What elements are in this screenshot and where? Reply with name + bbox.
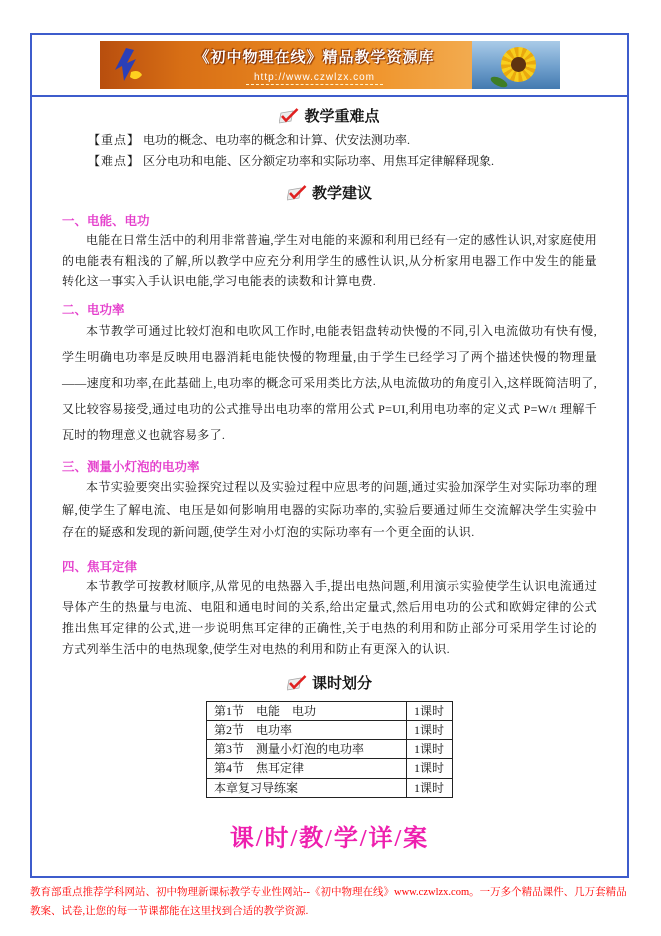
subsection-title-2: 二、电功率 bbox=[62, 303, 125, 318]
schedule-lesson-hours: 1课时 bbox=[407, 778, 453, 797]
section-heading-text: 教学建议 bbox=[311, 186, 372, 203]
banner-text-area bbox=[158, 46, 472, 85]
site-banner bbox=[100, 41, 560, 89]
table-row bbox=[207, 701, 453, 720]
suggestion-paragraph-1: 电能在日常生活中的利用非常普遍,学生对电能的来源和利用已经有一定的感性认识,对家庭使用的电能表有粗浅的了解,所以教学中应充分利用学生的感性认识,从分析家用电器工作中发生的能量转化这一事实入手认识电能,学习电能表的读数和计算电费. bbox=[62, 233, 597, 288]
check-mark-icon bbox=[287, 185, 307, 206]
key-point-text: 区分电功和电能、区分额定功率和实际功率、用焦耳定律解释现象. bbox=[143, 153, 495, 168]
sunflower-icon bbox=[501, 47, 536, 82]
schedule-lesson-name: 第2节 电功率 bbox=[207, 721, 407, 740]
banner-title: 《初中物理在线》精品教学资源库 bbox=[194, 48, 435, 66]
site-url-link[interactable]: http://www.czwlzx.com bbox=[246, 72, 383, 85]
document-content bbox=[32, 97, 627, 878]
key-point-line bbox=[62, 152, 597, 171]
schedule-lesson-name: 第1节 电能 电功 bbox=[207, 701, 407, 720]
section-heading-key-points bbox=[62, 105, 597, 129]
subsection-title-1: 一、电能、电功 bbox=[62, 214, 150, 229]
detail-plan-title: 课/时/教/学/详/案 bbox=[229, 825, 430, 852]
check-mark-icon bbox=[287, 675, 307, 696]
key-point-label: 【难点】 bbox=[88, 153, 141, 168]
key-point-text: 电功的概念、电功率的概念和计算、伏安法测功率. bbox=[143, 133, 411, 147]
footer-note: 教育部重点推荐学科网站、初中物理新课标教学专业性网站--《初中物理在线》www.czwlzx.com。一万多个精品课件、几万套精品教案、试卷,让您的每一节课都能在这里找到合适的教学资源. bbox=[30, 887, 627, 917]
schedule-lesson-hours: 1课时 bbox=[407, 740, 453, 759]
table-row bbox=[207, 778, 453, 797]
key-point-label: 【重点】 bbox=[88, 133, 141, 147]
schedule-lesson-hours: 1课时 bbox=[407, 721, 453, 740]
schedule-lesson-name: 本章复习导练案 bbox=[207, 778, 407, 797]
sunflower-image bbox=[472, 41, 560, 89]
schedule-lesson-hours: 1课时 bbox=[407, 701, 453, 720]
section-heading-text: 教学重难点 bbox=[304, 109, 380, 125]
schedule-table bbox=[206, 701, 453, 798]
table-row bbox=[207, 721, 453, 740]
section-heading-schedule bbox=[62, 672, 597, 696]
key-point-line bbox=[62, 131, 597, 150]
page-border-frame bbox=[30, 33, 629, 878]
schedule-lesson-name: 第4节 焦耳定律 bbox=[207, 759, 407, 778]
table-row bbox=[207, 740, 453, 759]
logo-flame-icon bbox=[112, 47, 146, 83]
suggestion-paragraph-3: 本节实验要突出实验探究过程以及实验过程中应思考的问题,通过实验加深学生对实际功率的理解,使学生了解电流、电压是如何影响用电器的实际功率的,实验后要通过师生交流解决学生实验中存在的疑惑和发现的新问题,使学生对小灯泡的实际功率有一个更全面的认识. bbox=[62, 480, 597, 539]
site-logo-icon bbox=[100, 47, 158, 83]
section-heading-suggestions bbox=[62, 182, 597, 206]
check-mark-icon bbox=[279, 108, 299, 129]
table-row bbox=[207, 759, 453, 778]
schedule-lesson-name: 第3节 测量小灯泡的电功率 bbox=[207, 740, 407, 759]
schedule-lesson-hours: 1课时 bbox=[407, 759, 453, 778]
subsection-title-4: 四、焦耳定律 bbox=[62, 559, 138, 574]
suggestion-paragraph-2: 本节教学可通过比较灯泡和电吹风工作时,电能表铝盘转动快慢的不同,引入电流做功有快有慢,学生明确电功率是反映用电器消耗电能快慢的物理量,由于学生已经学习了两个描述快慢的物理量――速度和功率,在此基础上,电功率的概念可采用类比方法,从电流做功的角度引入,这样既简洁明了,又比较容易接受,通过电功的公式推导出电功率的常用公式 P=UI,利用电功率的定义式 P=W/t 理解千瓦时的物理意义也就容易多了. bbox=[62, 324, 597, 442]
subsection-title-3: 三、测量小灯泡的电功率 bbox=[62, 460, 200, 475]
suggestion-paragraph-4: 本节教学可按教材顺序,从常见的电热器入手,提出电热问题,利用演示实验使学生认识电流通过导体产生的热量与电流、电阻和通电时间的关系,给出定量式,然后用电功的公式和欧姆定律的公式推出焦耳定律的公式,进一步说明焦耳定律的正确性,关于电热的利用和防止部分可采用学生讨论的方式列举生活中的电热现象,使学生对电热的利用和防止有更深入的认识. bbox=[62, 578, 597, 656]
section-heading-text: 课时划分 bbox=[311, 675, 372, 692]
